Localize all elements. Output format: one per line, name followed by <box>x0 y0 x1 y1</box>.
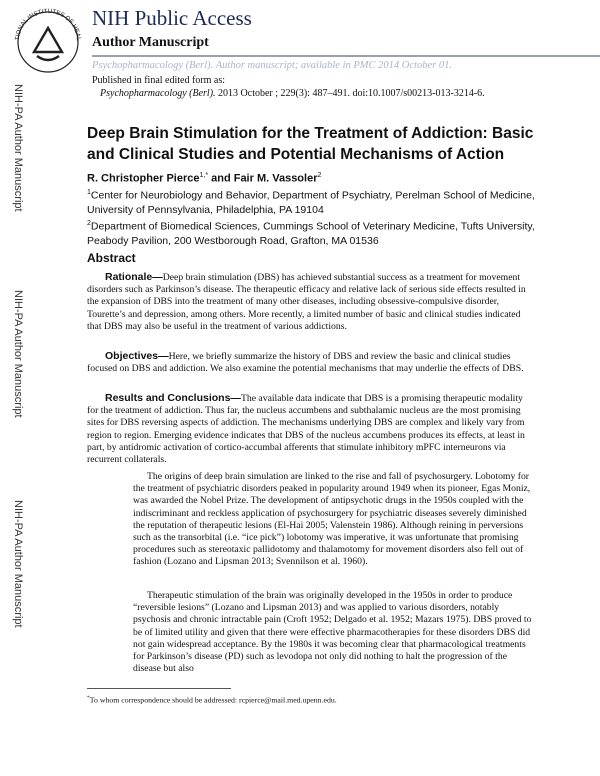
logo-ring-text: TIONAL INSTITUTES OF HEAL <box>14 7 82 41</box>
svg-text:NATIONAL INSTITUTES OF HEALTH <box>10 4 82 42</box>
author-superscript: 1,* <box>199 172 209 179</box>
publication-info <box>92 74 485 100</box>
footnote-text: To whom correspondence should be addressed: rcpierce@mail.med.upenn.edu. <box>89 695 337 705</box>
author-manuscript-label: Author Manuscript <box>92 35 209 50</box>
objectives-label: Objectives— <box>105 350 169 362</box>
results-label: Results and Conclusions— <box>105 392 241 404</box>
nih-public-access-title: NIH Public Access <box>92 6 252 30</box>
results-text: The available data indicate that DBS is a promising therapeutic modality for the treatment of addiction. Thus far, the nucleus accumbens and subthalamic nucleus are the most promising sites for DBS reversing aspects of addiction. The mechanisms underlying DBS are complex and likely vary from region to region. Emerging evidence indicates that DBS of the nucleus accumbens produces its effects, at least in part, by antidromic activation of cortico-accumbal afferents that stimulate inhibitory mPFC interneurons via recurrent collaterals. <box>87 393 525 466</box>
rationale-label: Rationale— <box>105 271 163 283</box>
sidebar-label-3: NIH-PA Author Manuscript <box>12 500 24 628</box>
citation <box>92 87 485 100</box>
abstract-objectives <box>87 350 532 375</box>
correspondence-footnote <box>87 695 337 705</box>
abstract-heading: Abstract <box>87 251 136 265</box>
abstract-rationale <box>87 271 532 333</box>
author-conjunction: and <box>208 172 234 185</box>
affiliation-marker: 1 <box>87 189 91 196</box>
objectives-text: Here, we briefly summarize the history of DBS and review the basic and clinical studies focused on DBS and addiction. We also examine the potential mechanisms that may underlie the effects of DBS. <box>87 351 524 375</box>
journal-name: Psychopharmacology (Berl). <box>100 88 216 99</box>
affiliation-text: Center for Neurobiology and Behavior, Department of Psychiatry, Perelman School of Medicine, University of Pennsylvania, Philadelphia, PA 19104 <box>87 189 535 216</box>
body-paragraph-1: The origins of deep brain simulation are linked to the rise and fall of psychosurgery. Lobotomy for the treatment of psychiatric disorders peaked in popularity around 1949 when its pioneer, Egas Moniz, was awarded the Nobel Prize. The development of antipsychotic drugs in the 1950s coupled with the indiscriminant and reckless application of psychosurgery for psychiatric diseases severely diminished the reputation of therapeutic lesions (El-Hai 2005; Valenstein 1986). Although reining in perversions such as the transorbital (i.e. “ice pick”) lobotomy was imperative, it was unfortunate that promising procedures such as stereotaxic pallidotomy and thalamotomy for movement disorders also fell out of fashion (Lozano and Lipsman 2013; Svennilson et al. 1960). <box>133 471 531 568</box>
footnote-marker: * <box>87 695 90 701</box>
citation-details: 2013 October ; 229(3): 487–491. doi:10.1007/s00213-013-3214-6. <box>215 88 485 99</box>
author-superscript: 2 <box>317 172 322 179</box>
affiliation-2 <box>87 217 567 248</box>
rationale-text: Deep brain stimulation (DBS) has achieved substantial success as a treatment for movement disorders such as Parkinson’s disease. The therapeutic efficacy and relative lack of serious side effects resulted in the expansion of DBS into the treatment of many other diseases, including obsessive-compulsive disorder, Tourette’s and depression, among others. More recently, a limited number of basic and clinical studies indicated that DBS may also be useful in the treatment of various addictions. <box>87 272 526 332</box>
author-name: Fair M. Vassoler <box>233 172 318 185</box>
journal-availability-line: Psychopharmacology (Berl). Author manuscript; available in PMC 2014 October 01. <box>92 60 452 71</box>
affiliation-marker: 2 <box>87 220 91 227</box>
abstract-results <box>87 392 532 466</box>
sidebar-label-2: NIH-PA Author Manuscript <box>12 290 24 418</box>
author-list <box>87 172 321 185</box>
affiliation-text: Department of Biomedical Sciences, Cummings School of Veterinary Medicine, Tufts University, Peabody Pavilion, 200 Westborough Road, Grafton, MA 01536 <box>87 220 535 247</box>
header-divider <box>92 55 600 57</box>
article-title: Deep Brain Stimulation for the Treatment of Addiction: Basic and Clinical Studies and Potential Mechanisms of Action <box>87 125 534 163</box>
sidebar-label-1: NIH-PA Author Manuscript <box>12 84 24 212</box>
footnote-divider <box>87 688 231 689</box>
affiliation-1 <box>87 186 567 217</box>
published-label: Published in final edited form as: <box>92 75 226 86</box>
body-paragraph-2: Therapeutic stimulation of the brain was originally developed in the 1950s in order to produce “reversible lesions” (Lozano and Lipsman 2013) and was applied to various disorders, notably psychosis and chronic intractable pain (Croft 1952; Delgado et al. 1952; Mazars 1975). DBS proved to be of limited utility and given that there were effective pharmacotherapies for these disorders DBS did not gain widespread acceptance. By the 1980s it was becoming clear that pharmacological treatments for Parkinson’s disease (PD) such as levodopa not only did nothing to halt the progression of the disease but also <box>133 590 532 675</box>
nih-logo <box>10 4 86 74</box>
author-name: R. Christopher Pierce <box>87 172 200 185</box>
